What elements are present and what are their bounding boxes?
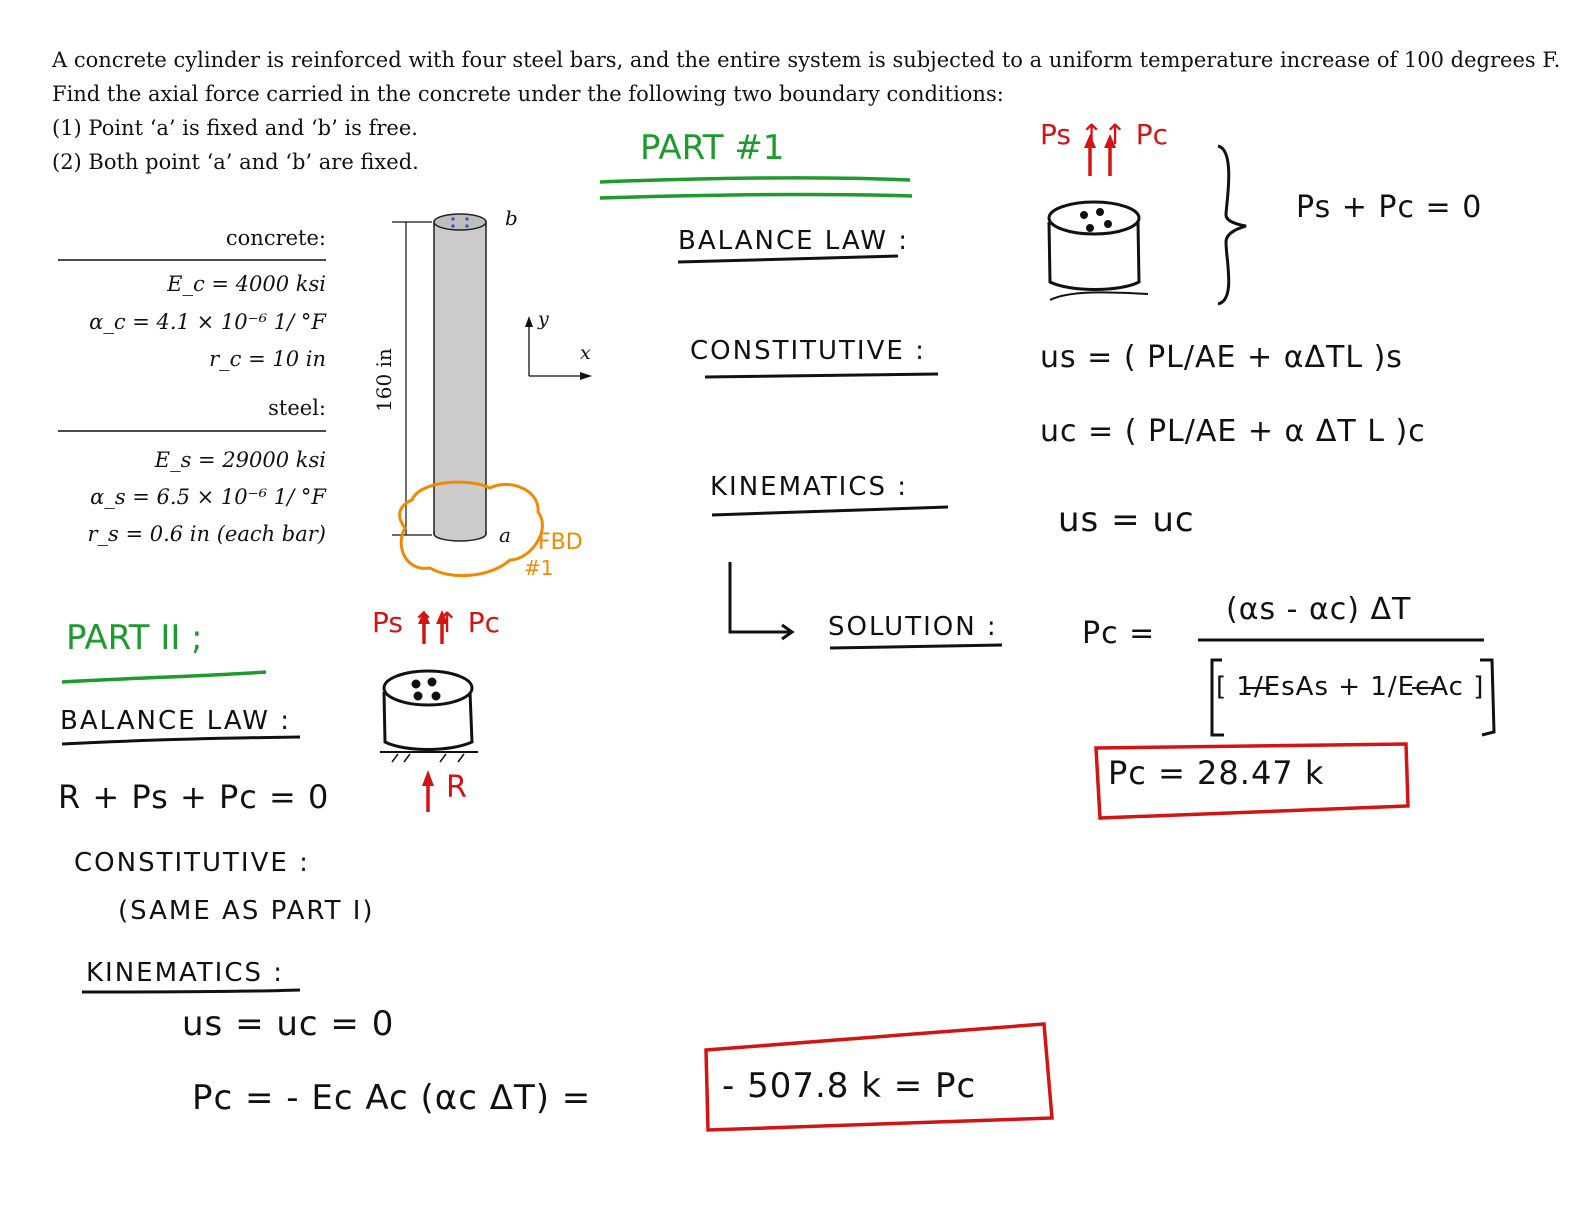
part2-reaction-label: R — [446, 770, 467, 805]
part1-title: PART #1 — [640, 128, 785, 168]
part1-balance-equation: Ps + Pc = 0 — [1296, 190, 1483, 225]
part2-answer: - 507.8 k = Pc — [722, 1066, 977, 1106]
part1-kinematic-equation: us = uc — [1058, 500, 1195, 540]
axis-y-label: y — [538, 308, 549, 330]
part1-pc-lhs: Pc = — [1082, 616, 1156, 651]
problem-line-2: Find the axial force carried in the concrete under the following two boundary conditions: — [52, 82, 1004, 106]
concrete-cylinder — [434, 214, 486, 541]
steel-modulus: E_s = 29000 ksi — [154, 448, 326, 472]
steel-radius: r_s = 0.6 in (each bar) — [87, 522, 326, 546]
part2-fbd-sketch — [380, 671, 478, 762]
problem-line-1: A concrete cylinder is reinforced with four steel bars, and the entire system is subjected to a uniform temperature increase of 100 degrees F. — [52, 48, 1561, 72]
part2-balance-equation: R + Ps + Pc = 0 — [58, 778, 330, 816]
part1-concrete-displacement: uc = ( PL/AE + α ΔT L )c — [1040, 414, 1426, 449]
fbd-number: #1 — [524, 556, 554, 580]
part1-pc-numerator: (αs - αc) ΔT — [1226, 592, 1412, 627]
part2-kinematics: KINEMATICS : — [86, 958, 285, 988]
part1-answer: Pc = 28.47 k — [1108, 754, 1325, 792]
part2-constitutive-note: (SAME AS PART I) — [118, 896, 375, 926]
part2-balance-law: BALANCE LAW : — [60, 706, 291, 736]
point-a-label: a — [499, 523, 511, 547]
steel-alpha: α_s = 6.5 × 10⁻⁶ 1/ °F — [90, 485, 326, 509]
part2-kinematic-equation: us = uc = 0 — [182, 1004, 395, 1044]
concrete-heading: concrete: — [225, 226, 326, 250]
concrete-radius: r_c = 10 in — [209, 347, 326, 371]
part2-pc-equation: Pc = - Ec Ac (αc ΔT) = — [192, 1078, 592, 1118]
point-b-label: b — [505, 206, 518, 230]
part1-force-labels: Ps ↑↑ Pc — [1040, 118, 1168, 151]
steel-heading: steel: — [268, 396, 326, 420]
part2-force-labels: Ps ↑↑ Pc — [372, 606, 500, 639]
condition-1: (1) Point ‘a’ is fixed and ‘b’ is free. — [52, 116, 418, 140]
part1-fbd-sketch — [1049, 202, 1148, 300]
part1-steel-displacement: us = ( PL/AE + αΔTL )s — [1040, 340, 1403, 375]
axis-x-label: x — [580, 342, 591, 364]
fbd-label: FBD — [538, 530, 583, 555]
condition-2: (2) Both point ‘a’ and ‘b’ are fixed. — [52, 150, 419, 174]
part2-constitutive: CONSTITUTIVE : — [74, 848, 310, 878]
concrete-modulus: E_c = 4000 ksi — [167, 272, 326, 296]
concrete-alpha: α_c = 4.1 × 10⁻⁶ 1/ °F — [89, 310, 326, 334]
part1-constitutive: CONSTITUTIVE : — [690, 336, 926, 366]
part1-balance-law: BALANCE LAW : — [678, 226, 909, 256]
part1-kinematics: KINEMATICS : — [710, 472, 909, 502]
part1-pc-denominator: [ 1/EsAs + 1/EcAc ] — [1216, 672, 1485, 702]
part2-title: PART II ; — [66, 618, 203, 658]
part1-solution: SOLUTION : — [828, 612, 998, 642]
length-label: 160 in — [372, 348, 396, 412]
